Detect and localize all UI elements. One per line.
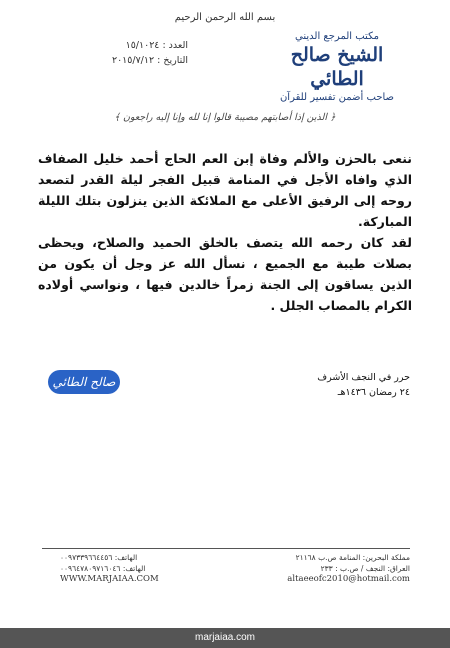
document-date: التاريخ : ٢٠١٥/٧/١٢ (111, 55, 188, 66)
footer-divider (42, 548, 410, 549)
quran-verse: ﴿ الذين إذا أصابتهم مصيبة قالوا إنا لله وإنا إليه راجعون ﴾ (114, 112, 336, 123)
letterhead-office: مكتب المرجع الديني (295, 31, 379, 42)
signoff (260, 370, 410, 400)
footer (60, 552, 410, 585)
signature-stamp: صالح الطائي (48, 370, 120, 394)
basmala: بسم الله الرحمن الرحيم (174, 12, 276, 23)
site-watermark-bar: marjaiaa.com (0, 628, 450, 648)
footer-iraq-phone: الهاتف: ٠٠٩٦٤٧٨٠٩٧١٦٠٤٦ (60, 564, 146, 573)
signoff-place: حرر في النجف الأشرف (317, 372, 410, 383)
footer-bahrain-address: مملكة البحرين: المنامة ص.ب ٢١١٦٨ (295, 553, 410, 562)
document-number: العدد : ١٥/١٠٢٤ (125, 40, 188, 51)
signoff-date: ٢٤ رمضان ١٤٣٦هـ (337, 387, 410, 398)
footer-email[interactable]: altaeeofc2010@hotmail.com (287, 574, 410, 584)
body-paragraph-2: لقد كان رحمه الله يتصف بالخلق الحميد والصلاح، ويحظى بصلات طيبة مع الجميع ، نسأل الله عز وجل أن يكون من الذين يساقون إلى الجنة زمراً خالدين فيها ، ونواسي أولاده الكرام بالمصاب الجلل . (38, 235, 412, 313)
document-meta (78, 38, 188, 68)
footer-iraq-address: العراق: النجف / ص.ب : ٢٣٣ (320, 564, 410, 573)
letterhead-subtitle: صاحب أضمن تفسير للقرآن (279, 92, 395, 103)
letterhead-name: الشيخ صالح الطائي (290, 44, 384, 90)
footer-website-link[interactable]: WWW.MARJAIAA.COM (60, 574, 159, 584)
body-paragraph-1: ننعى بالحزن والألم وفاة إبن العم الحاج أحمد خليل الصفاف الذي وافاه الأجل في المنامة قبيل الفجر ليلة القدر لتصعد روحه إلى الرفيق الأعلى مع الملائكة الذين ينزلون بتلك الليلة المباركة. (38, 151, 412, 229)
letterhead (262, 30, 412, 104)
footer-bahrain-phone: الهاتف: ٠٠٩٧٣٣٩٦٦٤٤٥٦ (60, 553, 138, 562)
letter-body (38, 148, 412, 316)
